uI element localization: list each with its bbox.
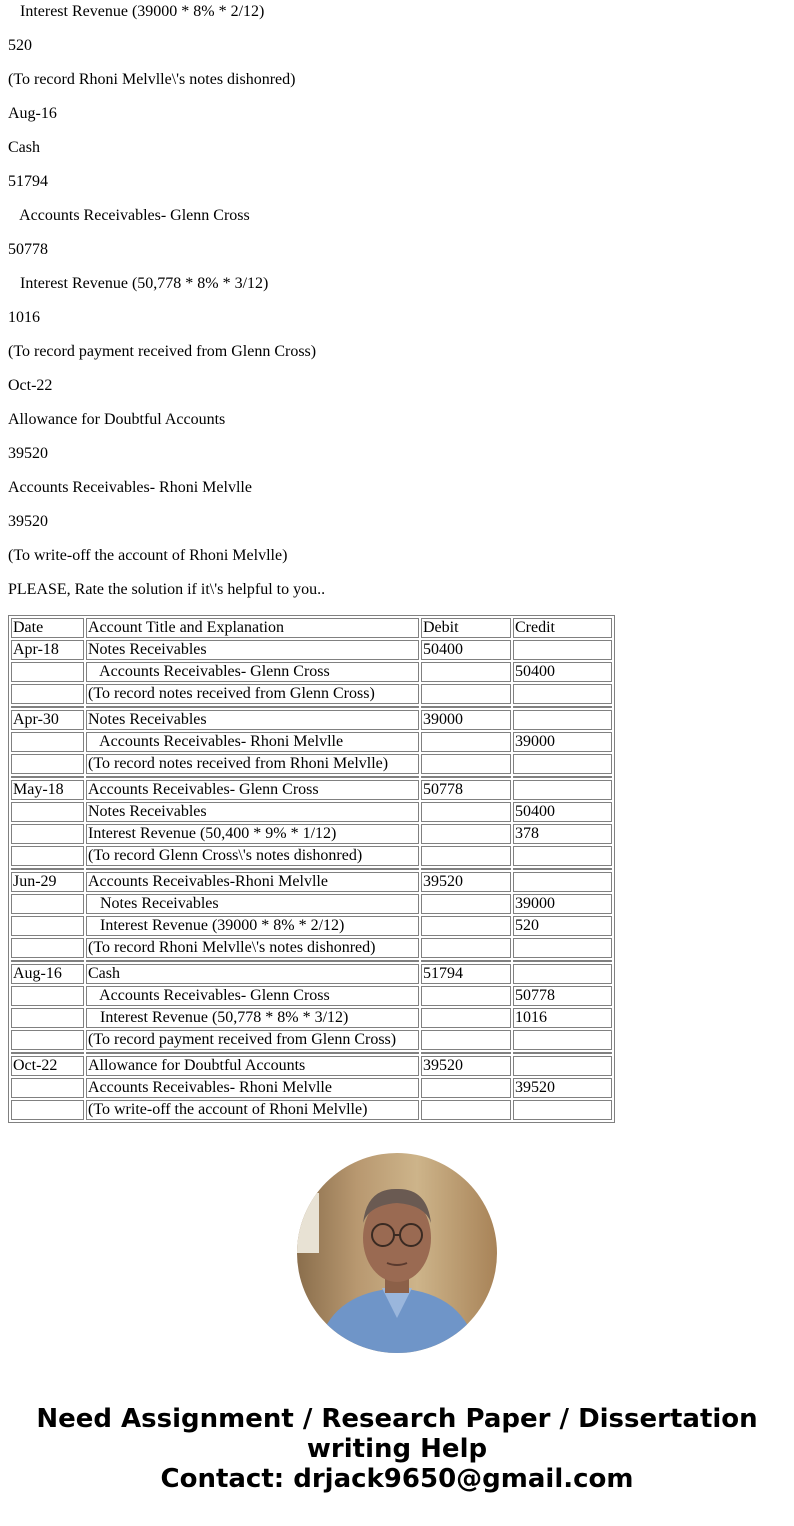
separator-cell bbox=[513, 960, 612, 962]
credit-cell bbox=[513, 684, 612, 704]
separator-cell bbox=[421, 1052, 511, 1054]
separator-cell bbox=[11, 776, 84, 778]
separator-cell bbox=[513, 776, 612, 778]
credit-cell: 50400 bbox=[513, 802, 612, 822]
credit-cell bbox=[513, 640, 612, 660]
table-row bbox=[11, 938, 612, 958]
debit-cell bbox=[421, 1030, 511, 1050]
debit-cell bbox=[421, 824, 511, 844]
debit-cell bbox=[421, 894, 511, 914]
separator-cell bbox=[421, 868, 511, 870]
table-row bbox=[11, 802, 612, 822]
separator-cell bbox=[11, 868, 84, 870]
credit-cell bbox=[513, 1030, 612, 1050]
date-cell: Aug-16 bbox=[11, 964, 84, 984]
debit-cell bbox=[421, 1078, 511, 1098]
table-header-row bbox=[11, 618, 612, 638]
separator-cell bbox=[421, 776, 511, 778]
account-cell: Accounts Receivables- Glenn Cross bbox=[86, 662, 419, 682]
paragraph: Interest Revenue (50,778 * 8% * 3/12) bbox=[8, 275, 269, 292]
date-cell bbox=[11, 732, 84, 752]
paragraph: Oct-22 bbox=[8, 377, 53, 394]
separator-row bbox=[11, 706, 612, 708]
credit-cell: 39000 bbox=[513, 732, 612, 752]
table-row bbox=[11, 710, 612, 730]
debit-cell: 50778 bbox=[421, 780, 511, 800]
date-cell bbox=[11, 894, 84, 914]
account-cell: Accounts Receivables- Glenn Cross bbox=[86, 780, 419, 800]
account-cell: (To record payment received from Glenn Cross) bbox=[86, 1030, 419, 1050]
debit-cell bbox=[421, 662, 511, 682]
paragraph: 51794 bbox=[8, 173, 48, 190]
credit-cell: 378 bbox=[513, 824, 612, 844]
paragraph: Cash bbox=[8, 139, 40, 156]
account-cell: (To record notes received from Glenn Cross) bbox=[86, 684, 419, 704]
debit-cell: 39520 bbox=[421, 872, 511, 892]
account-cell: Accounts Receivables- Glenn Cross bbox=[86, 986, 419, 1006]
account-cell: Notes Receivables bbox=[86, 640, 419, 660]
paragraph: 39520 bbox=[8, 445, 48, 462]
separator-cell bbox=[86, 1052, 419, 1054]
separator-cell bbox=[86, 960, 419, 962]
promo-contact: Contact: drjack9650@gmail.com bbox=[160, 1464, 634, 1494]
separator-cell bbox=[11, 1052, 84, 1054]
table-row bbox=[11, 1030, 612, 1050]
table-row bbox=[11, 916, 612, 936]
paragraph: 39520 bbox=[8, 513, 48, 530]
separator-row bbox=[11, 1052, 612, 1054]
separator-cell bbox=[513, 706, 612, 708]
table-row bbox=[11, 824, 612, 844]
document-body bbox=[0, 3, 794, 1123]
paragraph: (To write-off the account of Rhoni Melvlle) bbox=[8, 547, 288, 564]
date-cell bbox=[11, 1100, 84, 1120]
table-row bbox=[11, 754, 612, 774]
date-cell bbox=[11, 684, 84, 704]
debit-cell bbox=[421, 802, 511, 822]
table-row bbox=[11, 662, 612, 682]
paragraph: Accounts Receivables- Glenn Cross bbox=[8, 207, 250, 224]
table-row bbox=[11, 964, 612, 984]
date-cell bbox=[11, 662, 84, 682]
credit-cell: 50778 bbox=[513, 986, 612, 1006]
separator-cell bbox=[86, 868, 419, 870]
credit-cell bbox=[513, 872, 612, 892]
separator-row bbox=[11, 960, 612, 962]
credit-cell bbox=[513, 846, 612, 866]
debit-cell bbox=[421, 846, 511, 866]
credit-cell bbox=[513, 754, 612, 774]
credit-cell: 39000 bbox=[513, 894, 612, 914]
separator-cell bbox=[421, 706, 511, 708]
separator-cell bbox=[513, 868, 612, 870]
paragraph: Aug-16 bbox=[8, 105, 57, 122]
paragraph: (To record Rhoni Melvlle\'s notes dishonred) bbox=[8, 71, 296, 88]
table-row bbox=[11, 780, 612, 800]
date-cell: Apr-30 bbox=[11, 710, 84, 730]
date-cell bbox=[11, 754, 84, 774]
separator-cell bbox=[421, 960, 511, 962]
paragraph: 1016 bbox=[8, 309, 40, 326]
debit-cell: 39000 bbox=[421, 710, 511, 730]
table-row bbox=[11, 1078, 612, 1098]
table-row bbox=[11, 732, 612, 752]
account-cell: Interest Revenue (39000 * 8% * 2/12) bbox=[86, 916, 419, 936]
debit-cell bbox=[421, 684, 511, 704]
date-cell bbox=[11, 824, 84, 844]
account-cell: Notes Receivables bbox=[86, 802, 419, 822]
separator-cell bbox=[11, 960, 84, 962]
account-cell: (To write-off the account of Rhoni Melvlle) bbox=[86, 1100, 419, 1120]
header-date: Date bbox=[11, 618, 84, 638]
debit-cell bbox=[421, 1008, 511, 1028]
separator-row bbox=[11, 776, 612, 778]
paragraph: PLEASE, Rate the solution if it\'s helpful to you.. bbox=[8, 581, 326, 598]
account-cell: (To record Rhoni Melvlle\'s notes dishonred) bbox=[86, 938, 419, 958]
credit-cell: 50400 bbox=[513, 662, 612, 682]
debit-cell bbox=[421, 732, 511, 752]
account-cell: Accounts Receivables-Rhoni Melvlle bbox=[86, 872, 419, 892]
paragraph: Accounts Receivables- Rhoni Melvlle bbox=[8, 479, 252, 496]
debit-cell: 51794 bbox=[421, 964, 511, 984]
promo-banner bbox=[0, 1404, 794, 1494]
credit-cell: 520 bbox=[513, 916, 612, 936]
date-cell bbox=[11, 1008, 84, 1028]
account-cell: Accounts Receivables- Rhoni Melvlle bbox=[86, 732, 419, 752]
debit-cell bbox=[421, 938, 511, 958]
paragraph: (To record payment received from Glenn Cross) bbox=[8, 343, 317, 360]
table-row bbox=[11, 1008, 612, 1028]
date-cell: Oct-22 bbox=[11, 1056, 84, 1076]
table-row bbox=[11, 872, 612, 892]
journal-text bbox=[8, 3, 786, 599]
separator-row bbox=[11, 868, 612, 870]
table-row bbox=[11, 986, 612, 1006]
account-cell: Allowance for Doubtful Accounts bbox=[86, 1056, 419, 1076]
paragraph: Interest Revenue (39000 * 8% * 2/12) bbox=[8, 3, 265, 20]
date-cell bbox=[11, 846, 84, 866]
paragraph: 50778 bbox=[8, 241, 48, 258]
credit-cell: 1016 bbox=[513, 1008, 612, 1028]
author-photo bbox=[297, 1153, 497, 1353]
debit-cell bbox=[421, 1100, 511, 1120]
table-row bbox=[11, 1100, 612, 1120]
debit-cell: 39520 bbox=[421, 1056, 511, 1076]
account-cell: Accounts Receivables- Rhoni Melvlle bbox=[86, 1078, 419, 1098]
credit-cell bbox=[513, 964, 612, 984]
debit-cell bbox=[421, 754, 511, 774]
credit-cell bbox=[513, 938, 612, 958]
date-cell bbox=[11, 916, 84, 936]
promo-line-1: Need Assignment / Research Paper / Dissertation writing Help bbox=[36, 1404, 758, 1464]
account-cell: Notes Receivables bbox=[86, 710, 419, 730]
separator-cell bbox=[86, 706, 419, 708]
paragraph: 520 bbox=[8, 37, 32, 54]
table-row bbox=[11, 684, 612, 704]
paragraph: Allowance for Doubtful Accounts bbox=[8, 411, 226, 428]
account-cell: (To record Glenn Cross\'s notes dishonred) bbox=[86, 846, 419, 866]
account-cell: Interest Revenue (50,400 * 9% * 1/12) bbox=[86, 824, 419, 844]
separator-cell bbox=[86, 776, 419, 778]
credit-cell bbox=[513, 1056, 612, 1076]
credit-cell bbox=[513, 710, 612, 730]
date-cell bbox=[11, 938, 84, 958]
date-cell: May-18 bbox=[11, 780, 84, 800]
date-cell: Jun-29 bbox=[11, 872, 84, 892]
header-debit: Debit bbox=[421, 618, 511, 638]
date-cell bbox=[11, 802, 84, 822]
account-cell: Interest Revenue (50,778 * 8% * 3/12) bbox=[86, 1008, 419, 1028]
account-cell: Cash bbox=[86, 964, 419, 984]
account-cell: Notes Receivables bbox=[86, 894, 419, 914]
table-row bbox=[11, 1056, 612, 1076]
date-cell bbox=[11, 1030, 84, 1050]
journal-entry-table bbox=[8, 615, 615, 1123]
credit-cell bbox=[513, 1100, 612, 1120]
debit-cell bbox=[421, 986, 511, 1006]
date-cell bbox=[11, 986, 84, 1006]
date-cell: Apr-18 bbox=[11, 640, 84, 660]
separator-cell bbox=[513, 1052, 612, 1054]
table-row bbox=[11, 846, 612, 866]
account-cell: (To record notes received from Rhoni Melvlle) bbox=[86, 754, 419, 774]
credit-cell bbox=[513, 780, 612, 800]
date-cell bbox=[11, 1078, 84, 1098]
debit-cell bbox=[421, 916, 511, 936]
table-row bbox=[11, 640, 612, 660]
header-credit: Credit bbox=[513, 618, 612, 638]
separator-cell bbox=[11, 706, 84, 708]
table-row bbox=[11, 894, 612, 914]
credit-cell: 39520 bbox=[513, 1078, 612, 1098]
header-account: Account Title and Explanation bbox=[86, 618, 419, 638]
debit-cell: 50400 bbox=[421, 640, 511, 660]
